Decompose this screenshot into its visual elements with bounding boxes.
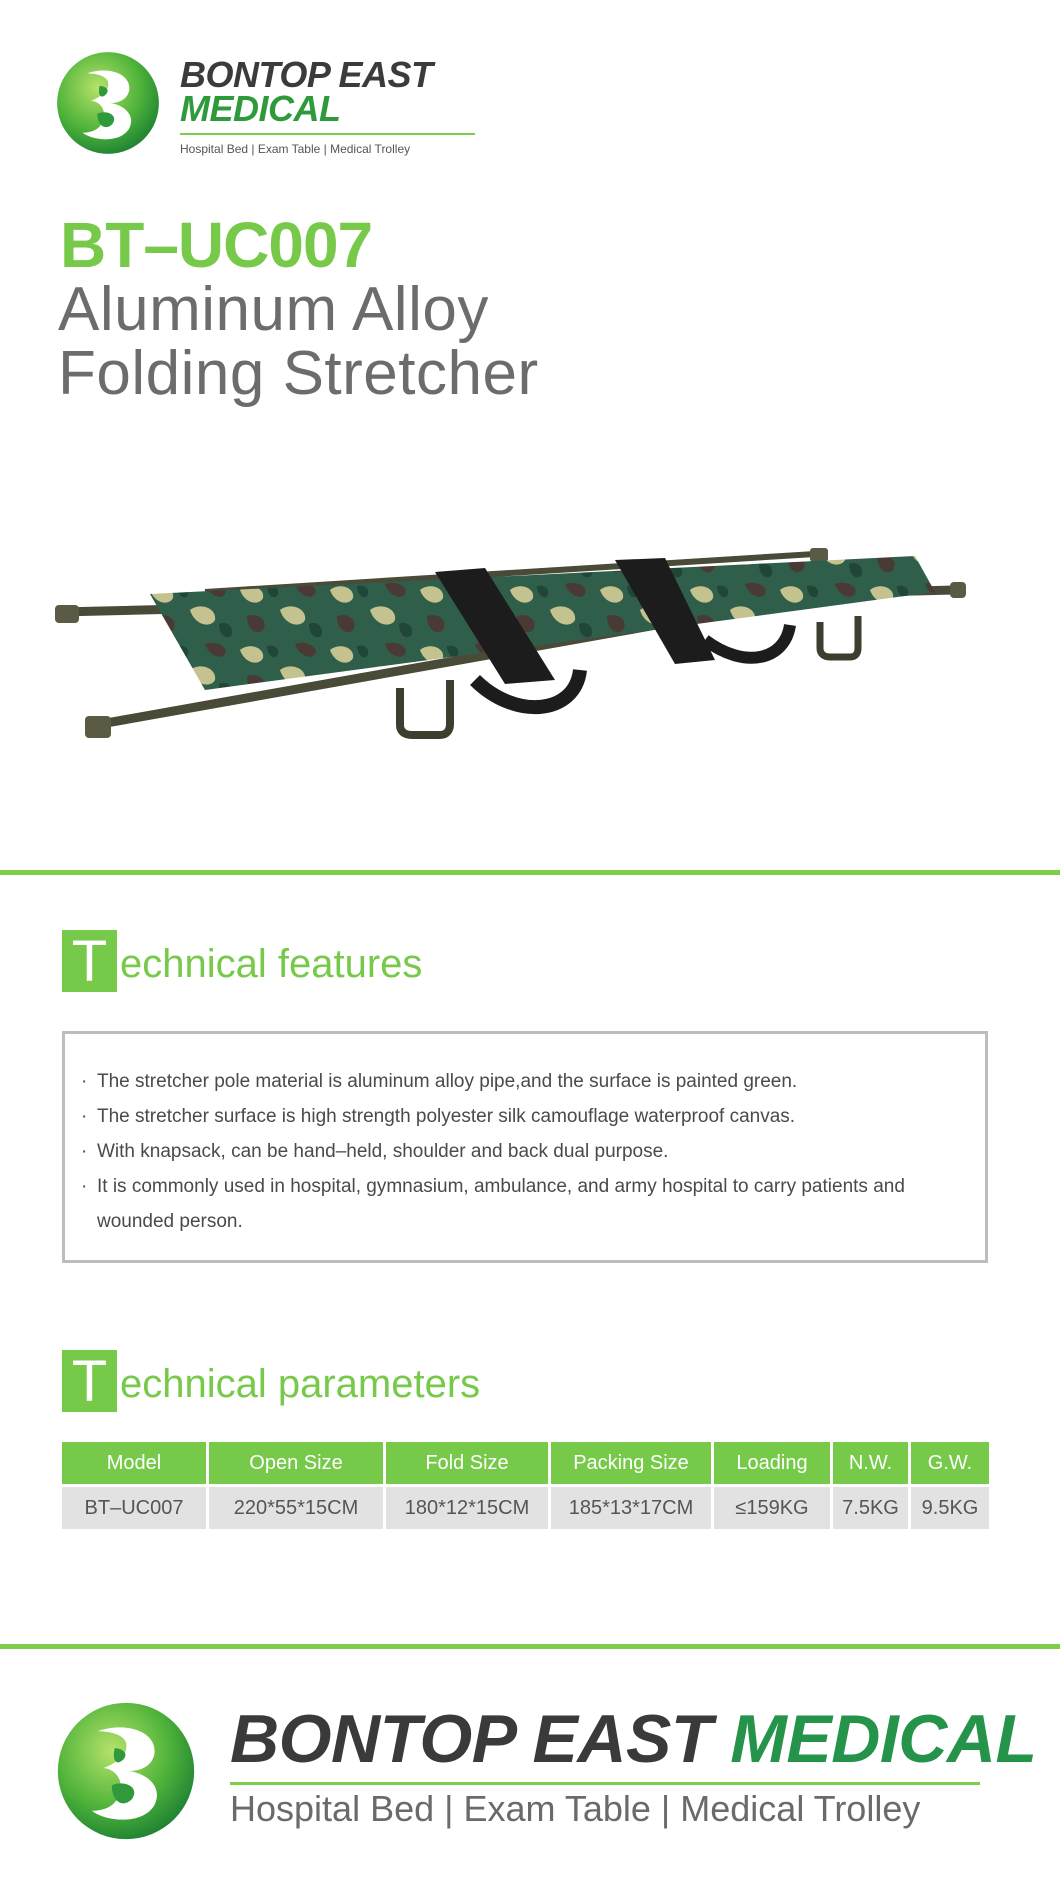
table-cell: 9.5KG <box>911 1484 989 1529</box>
feature-item: · The stretcher surface is high strength polyester silk camouflage waterproof canvas. <box>81 1099 973 1134</box>
feature-item: · With knapsack, can be hand–held, shoulder and back dual purpose. <box>81 1134 973 1169</box>
footer-brand-name <box>230 1700 1037 1778</box>
bullet-icon: · <box>81 1071 88 1092</box>
features-heading-text: echnical features <box>120 942 423 986</box>
product-model: BT–UC007 <box>60 209 373 281</box>
brand-logo-icon <box>55 50 161 156</box>
section-divider-bottom <box>0 1644 1060 1649</box>
bullet-icon: · <box>81 1106 88 1127</box>
table-header-row <box>62 1442 989 1484</box>
bullet-icon: · <box>81 1176 88 1197</box>
footer-logo <box>55 1700 1037 1840</box>
table-cell: ≤159KG <box>714 1484 830 1529</box>
footer-brand-green: MEDICAL <box>730 1701 1037 1777</box>
bullet-icon: · <box>81 1141 88 1162</box>
column-header-packing-size: Packing Size <box>551 1442 711 1484</box>
feature-item: · It is commonly used in hospital, gymnasium, ambulance, and army hospital to carry patients and wounded person. <box>81 1169 973 1239</box>
footer-tagline: Hospital Bed | Exam Table | Medical Trolley <box>230 1788 921 1829</box>
table-cell: 220*55*15CM <box>209 1484 383 1529</box>
brand-name-line1: BONTOP EAST <box>180 54 433 95</box>
column-header-nw: N.W. <box>833 1442 908 1484</box>
brand-tagline: Hospital Bed | Exam Table | Medical Trolley <box>180 142 411 156</box>
parameters-heading-initial: T <box>62 1350 117 1412</box>
product-name-line2: Folding Stretcher <box>58 339 539 408</box>
brand-logo-icon <box>55 1700 197 1842</box>
parameters-table <box>59 1442 992 1529</box>
table-row <box>62 1484 989 1529</box>
column-header-model: Model <box>62 1442 206 1484</box>
features-box <box>62 1031 988 1263</box>
product-name-line1: Aluminum Alloy <box>58 275 489 344</box>
section-divider-top <box>0 870 1060 875</box>
table-cell: BT–UC007 <box>62 1484 206 1529</box>
table-cell: 185*13*17CM <box>551 1484 711 1529</box>
parameters-heading-text: echnical parameters <box>120 1362 481 1406</box>
table-cell: 180*12*15CM <box>386 1484 548 1529</box>
column-header-gw: G.W. <box>911 1442 989 1484</box>
logo-underline <box>180 133 475 135</box>
stretcher-image <box>55 520 980 750</box>
brand-name-line2: MEDICAL <box>180 88 341 129</box>
table-cell: 7.5KG <box>833 1484 908 1529</box>
product-name <box>58 275 539 408</box>
feature-item: · The stretcher pole material is aluminum alloy pipe,and the surface is painted green. <box>81 1064 973 1099</box>
footer-brand-gray: BONTOP EAST <box>230 1701 731 1777</box>
footer-logo-underline <box>230 1782 980 1785</box>
column-header-fold-size: Fold Size <box>386 1442 548 1484</box>
features-heading-initial: T <box>62 930 117 992</box>
column-header-loading: Loading <box>714 1442 830 1484</box>
header-logo <box>55 50 435 160</box>
column-header-open-size: Open Size <box>209 1442 383 1484</box>
